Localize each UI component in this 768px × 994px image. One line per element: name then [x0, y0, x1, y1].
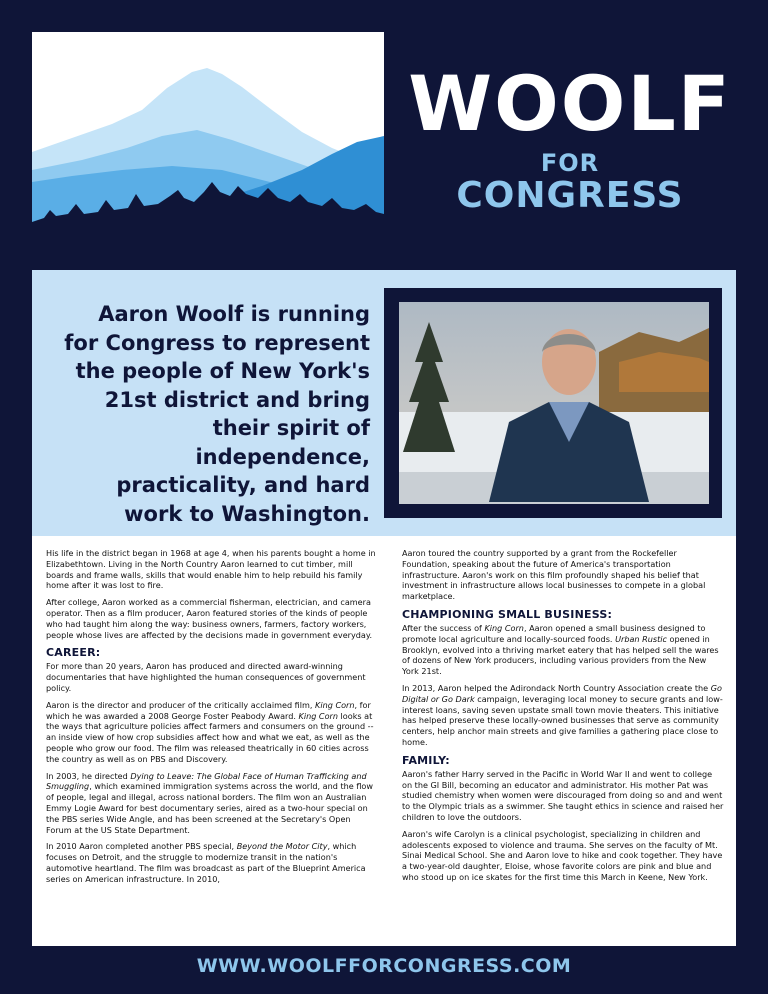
text-span: , which examined immigration systems across the world, and the flow of people, legal and illegal, across national borders. The film won an Australian Emmy Logie Award for best documentary series, aired as a two-hour special on the PBS series Wide Angle, and has been screened at the Secretary's Open Forum at the US State Department.: [46, 781, 373, 835]
title-block: [400, 59, 740, 216]
career-paragraph: [46, 841, 378, 884]
bio-paragraph: After college, Aaron worked as a commercial fisherman, electrician, and camera operator. Then as a film producer, Aaron featured stories of the kinds of people who had taught him along the way: business owners, farmers, factory workers, people whose lives are affected by the decisions made in government everyday.: [46, 597, 373, 640]
business-heading: CHAMPIONING SMALL BUSINESS:: [402, 607, 613, 621]
title-congress: CONGRESS: [456, 175, 684, 216]
candidate-name: WOOLF: [408, 59, 732, 148]
text-span: , for which he was awarded a 2008 George Foster Peabody Award.: [46, 699, 371, 721]
family-paragraph: Aaron's wife Carolyn is a clinical psychologist, specializing in children and adolescents exposed to violence and trauma. She serves on the faculty of Mt. Sinai Medical School. She and Aaron love to hike and cook together. They have a two-year-old daughter, Eloise, whose favorite colors are pink and blue and who stood up on ice skates for the first time this March in Keene, New York.: [402, 828, 723, 882]
family-paragraph: Aaron's father Harry served in the Pacific in World War II and went to college on the GI Bill, becoming an educator and administrator. His mother Pat was studied chemistry when women were discouraged from doing so and and went to the Olympic trials as a swimmer. She taught ethics in science and raised her children to love the outdoors.: [402, 768, 724, 822]
mountain-logo-icon: [32, 32, 384, 232]
text-span: looks at the ways that agriculture policies affect farmers and consumers on the ground -- an inside view of how crop subsidies affect how and what we eat, as well as the people who grow our food. The film was released theatrically in 60 cities across the country as well as on PBS and Discovery.: [46, 710, 374, 764]
right-column: [402, 548, 724, 889]
business-paragraph: [402, 623, 724, 677]
portrait-photo-icon: [399, 302, 709, 504]
family-heading: FAMILY:: [402, 753, 450, 767]
film-title: King Corn: [315, 699, 355, 710]
film-title: King Corn: [298, 710, 338, 721]
text-span: opened in Brooklyn, evolved into a thriving market eatery that has helped sell the wares of dozens of New York producers, including various providers from the New York 21st.: [402, 633, 719, 677]
text-span: In 2003, he directed: [46, 770, 131, 781]
film-title: King Corn: [484, 622, 524, 633]
text-span: Aaron is the director and producer of the critically acclaimed film,: [46, 699, 316, 710]
film-title: Dying to Leave: The Global Face of Human Trafficking and Smuggling: [46, 770, 367, 792]
intro-statement: Aaron Woolf is running for Congress to represent the people of New York's 21st district and bring their spirit of independence, practicality, and hard work to Washington.: [64, 302, 370, 526]
store-name: Urban Rustic: [615, 633, 667, 644]
text-span: , Aaron opened a small business designed to promote local agriculture and locally-sourced foods.: [402, 622, 706, 644]
text-span: In 2013, Aaron helped the Adirondack North Country Association create the: [402, 682, 711, 693]
bio-paragraph: His life in the district began in 1968 at age 4, when his parents bought a home in Elizabethtown. Living in the North Country Aaron learned to cut timber, mill boards and frame walls, skills that would enable him to help rebuild his family home after it was lost to fire.: [46, 548, 376, 591]
left-column: [46, 548, 378, 891]
career-paragraph: Aaron toured the country supported by a grant from the Rockefeller Foundation, speaking about the future of America's transportation infrastructure. Aaron's work on this film profoundly shaped his belief that investment in infrastructure allows local businesses to compete in a global marketplace.: [402, 548, 706, 602]
text-span: In 2010 Aaron completed another PBS special,: [46, 841, 237, 852]
text-span: campaign, leveraging local money to secure grants and low-interest loans, saving seven upstate small town movie theaters. This initiative has helped preserve these locally-owned businesses that serve as community centers, help anchor main streets and give families a gathering place close to home.: [402, 693, 723, 747]
career-paragraph: For more than 20 years, Aaron has produced and directed award-winning documentaries that have highlighted the human consequences of government policy.: [46, 661, 366, 693]
title-for: FOR: [540, 149, 600, 177]
business-paragraph: [402, 683, 724, 748]
career-paragraph: [46, 700, 378, 765]
candidate-photo: [399, 302, 709, 504]
career-heading: CAREER:: [46, 646, 101, 660]
text-span: , which focuses on Detroit, and the struggle to modernize transit in the nation's automotive heartland. The film was broadcast as part of the Blueprint America series on American infrastructure. In 2010,: [46, 841, 366, 884]
campaign-logo: [32, 32, 384, 232]
website-link[interactable]: WWW.WOOLFFORCONGRESS.COM: [196, 955, 572, 977]
text-span: After the success of: [402, 622, 485, 633]
career-paragraph: [46, 771, 378, 836]
film-title: Beyond the Motor City: [236, 841, 328, 852]
campaign-name: Go Digital or Go Dark: [402, 682, 722, 704]
